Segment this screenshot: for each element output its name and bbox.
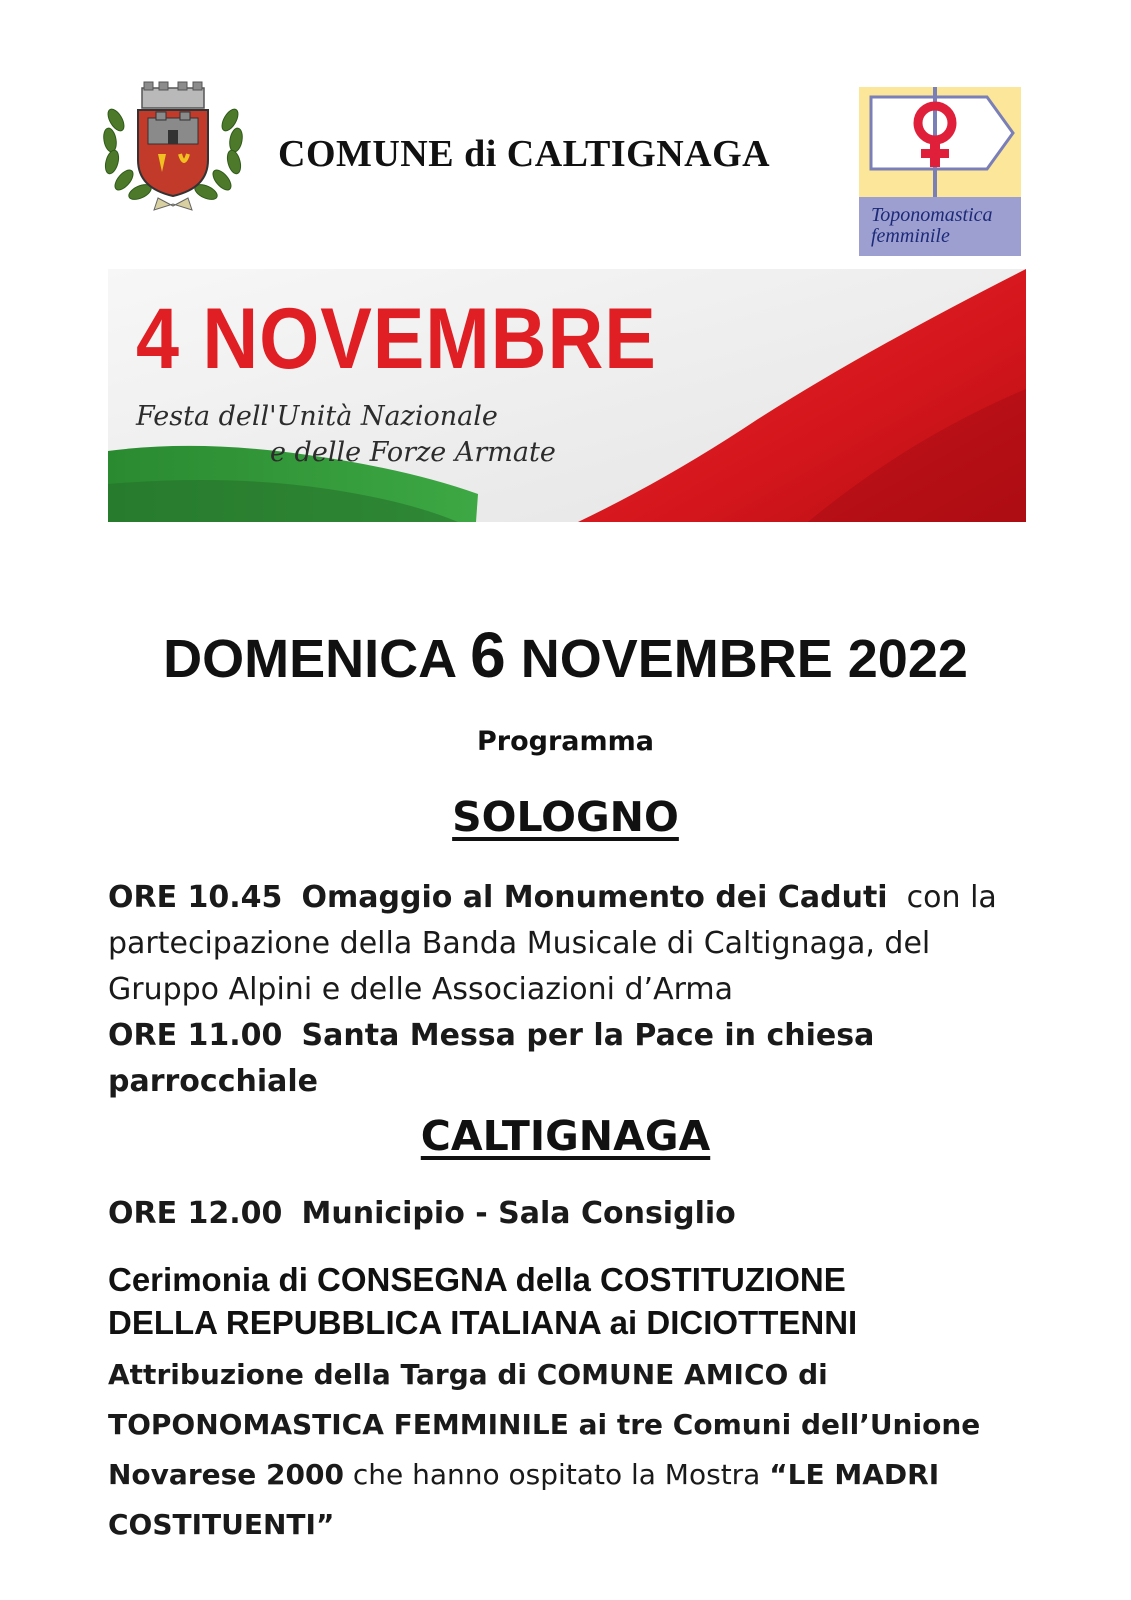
municipality-title: COMUNE di CALTIGNAGA bbox=[278, 133, 771, 175]
attribution-line4: COSTITUENTI” bbox=[108, 1508, 335, 1541]
event-banner bbox=[108, 269, 1026, 522]
attribution-line2: TOPONOMASTICA FEMMINILE ai tre Comuni dell’Unione bbox=[108, 1408, 981, 1441]
sologno-item2-title: Santa Messa per la Pace in chiesa parrocchiale bbox=[108, 1018, 875, 1099]
coat-of-arms-icon bbox=[98, 80, 248, 215]
date-suffix: NOVEMBRE 2022 bbox=[520, 629, 968, 689]
attribution-line3-bold: Novarese 2000 bbox=[108, 1458, 344, 1491]
attribution-description bbox=[108, 1350, 1028, 1550]
caltignaga-item-1 bbox=[108, 1191, 1028, 1237]
section-heading-caltignaga: CALTIGNAGA bbox=[420, 1112, 711, 1160]
caltignaga-item1-title: Municipio - Sala Consiglio bbox=[301, 1196, 736, 1231]
attribution-line3-quote: “LE MADRI bbox=[769, 1458, 940, 1491]
banner-subtitle-line1: Festa dell'Unità Nazionale bbox=[136, 401, 498, 432]
programma-label: Programma bbox=[476, 726, 654, 757]
sologno-item1-title: Omaggio al Monumento dei Caduti bbox=[301, 880, 888, 915]
sologno-item1-text-line2: partecipazione della Banda Musicale di Caltignaga, del bbox=[108, 926, 931, 961]
logo-caption-line2: femminile bbox=[871, 225, 950, 247]
logo-caption-line1: Toponomastica bbox=[871, 204, 993, 226]
sologno-item-1 bbox=[108, 875, 1028, 1013]
sologno-item1-text-line3: Gruppo Alpini e delle Associazioni d’Arma bbox=[108, 972, 734, 1007]
sologno-item2-time: ORE 11.00 bbox=[108, 1018, 283, 1053]
toponomastica-femminile-logo bbox=[859, 87, 1021, 256]
attribution-line1: Attribuzione della Targa di COMUNE AMICO di bbox=[108, 1358, 828, 1391]
ceremony-description bbox=[108, 1258, 1028, 1344]
attribution-line3-text: che hanno ospitato la Mostra bbox=[352, 1458, 761, 1491]
date-day: 6 bbox=[470, 619, 506, 691]
logo-caption bbox=[859, 197, 1021, 256]
banner-subtitle-line2: e delle Forze Armate bbox=[270, 437, 556, 468]
date-prefix: DOMENICA bbox=[163, 629, 456, 689]
sologno-item1-text-line1: con la bbox=[906, 880, 997, 915]
caltignaga-item1-time: ORE 12.00 bbox=[108, 1196, 283, 1231]
banner-title: 4 NOVEMBRE bbox=[136, 291, 657, 387]
event-date bbox=[0, 618, 1131, 692]
sologno-item1-time: ORE 10.45 bbox=[108, 880, 283, 915]
signpost-icon bbox=[859, 87, 1021, 197]
sologno-item-2 bbox=[108, 1013, 1028, 1105]
ceremony-line1: Cerimonia di CONSEGNA della COSTITUZIONE bbox=[108, 1261, 846, 1298]
ceremony-line2: DELLA REPUBBLICA ITALIANA ai DICIOTTENNI bbox=[108, 1304, 858, 1341]
section-heading-sologno: SOLOGNO bbox=[452, 793, 679, 841]
